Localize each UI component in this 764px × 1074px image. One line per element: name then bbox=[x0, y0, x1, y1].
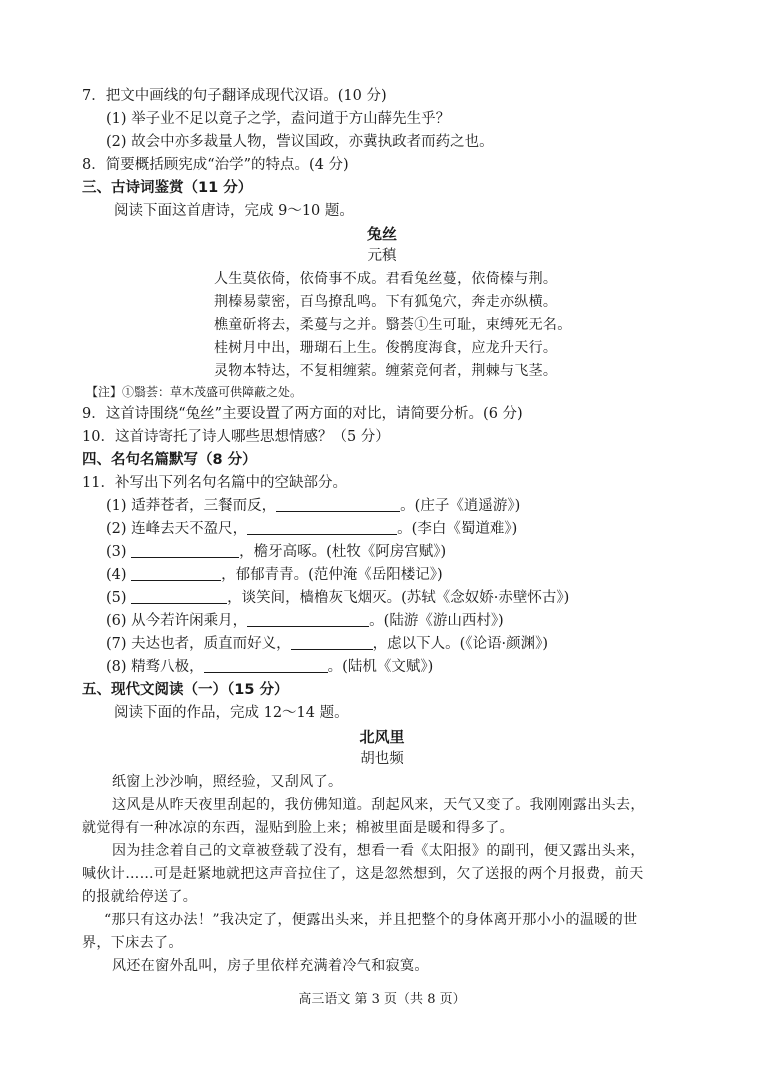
poem-line: 樵童斫将去，柔蔓与之并。翳荟①生可耻，束缚死无名。 bbox=[214, 317, 572, 333]
paragraph: 这风是从昨天夜里刮起的，我仿佛知道。刮起风来，天气又变了。我刚刚露出头去， bbox=[112, 797, 645, 813]
answer-blank[interactable] bbox=[131, 543, 239, 558]
fill-item: (8) 精骛八极， 。(陆机《文赋》) bbox=[106, 659, 434, 675]
fill-item: (2) 连峰去天不盈尺， 。(李白《蜀道难》) bbox=[106, 521, 518, 537]
answer-blank[interactable] bbox=[131, 566, 221, 581]
fill-item: (3) ，檐牙高啄。(杜牧《阿房宫赋》) bbox=[106, 544, 447, 560]
question-9: 9．这首诗围绕“兔丝”主要设置了两方面的对比，请简要分析。(6 分) bbox=[82, 406, 523, 422]
question-8: 8．简要概括顾宪成“治学”的特点。(4 分) bbox=[82, 157, 349, 173]
paragraph: 因为挂念着自己的文章被登载了没有，想看一看《太阳报》的副刊，便又露出头来， bbox=[112, 843, 645, 859]
fill-item: (4) ，郁郁青青。(范仲淹《岳阳楼记》) bbox=[106, 567, 443, 583]
answer-blank[interactable] bbox=[131, 589, 227, 604]
section-4-heading: 四、名句名篇默写（8 分） bbox=[82, 452, 257, 468]
question-7: 7．把文中画线的句子翻译成现代汉语。(10 分) bbox=[82, 88, 387, 104]
question-10: 10．这首诗寄托了诗人哪些思想情感？（5 分） bbox=[82, 429, 390, 445]
story-author: 胡也频 bbox=[360, 751, 404, 767]
section-3-intro: 阅读下面这首唐诗，完成 9～10 题。 bbox=[114, 203, 354, 219]
section-5-heading: 五、现代文阅读（一）（15 分） bbox=[82, 682, 289, 698]
paragraph-continued: 喊伙计……可是赶紧地就把这声音拉住了，这是忽然想到，欠了送报的两个月报费，前天 bbox=[82, 866, 644, 882]
fill-item: (1) 适莽苍者，三餐而反， 。(庄子《逍遥游》) bbox=[106, 498, 521, 514]
section-3-heading: 三、古诗词鉴赏（11 分） bbox=[82, 180, 253, 196]
answer-blank[interactable] bbox=[247, 520, 397, 535]
paragraph: “那只有这办法！”我决定了，便露出头来，并且把整个的身体离开那小小的温暖的世 bbox=[104, 912, 638, 928]
poem-author: 元稹 bbox=[367, 248, 397, 264]
paragraph-continued: 的报就给停送了。 bbox=[82, 889, 198, 905]
poem-line: 桂树月中出，珊瑚石上生。俊鹘度海食，应龙升天行。 bbox=[214, 340, 558, 356]
answer-blank[interactable] bbox=[247, 612, 369, 627]
poem-line: 灵物本特达，不复相缠萦。缠萦竞何者，荆棘与飞茎。 bbox=[214, 363, 558, 379]
poem-note: 【注】①翳荟：草木茂盛可供障蔽之处。 bbox=[86, 385, 303, 399]
paragraph: 纸窗上沙沙响，照经验，又刮风了。 bbox=[112, 774, 343, 790]
paragraph-continued: 就觉得有一种冰凉的东西，湿贴到脸上来；棉被里面是暖和得多了。 bbox=[82, 820, 514, 836]
question-11: 11．补写出下列名句名篇中的空缺部分。 bbox=[82, 475, 347, 491]
paragraph: 风还在窗外乱叫，房子里依样充满着冷气和寂寞。 bbox=[112, 958, 429, 974]
section-5-intro: 阅读下面的作品，完成 12～14 题。 bbox=[114, 705, 349, 721]
question-7-part-1: (1) 举子业不足以竟子之学，盍问道于方山薛先生乎？ bbox=[106, 111, 451, 127]
fill-item: (7) 夫达也者，质直而好义， ，虑以下人。(《论语·颜渊》) bbox=[106, 636, 549, 652]
poem-line: 人生莫依倚，依倚事不成。君看兔丝蔓，依倚榛与荆。 bbox=[214, 271, 558, 287]
story-title: 北风里 bbox=[359, 728, 405, 746]
poem-line: 荆榛易蒙密，百鸟撩乱鸣。下有狐兔穴，奔走亦纵横。 bbox=[214, 294, 558, 310]
fill-item: (6) 从今若许闲乘月， 。(陆游《游山西村》) bbox=[106, 613, 504, 629]
page-footer: 高三语文 第 3 页（共 8 页） bbox=[298, 992, 466, 1007]
poem-title: 兔丝 bbox=[366, 225, 397, 243]
answer-blank[interactable] bbox=[204, 658, 328, 673]
fill-item: (5) ，谈笑间，樯橹灰飞烟灭。(苏轼《念奴娇·赤壁怀古》) bbox=[106, 590, 570, 606]
question-7-part-2: (2) 故会中亦多裁量人物，訾议国政，亦冀执政者而药之也。 bbox=[106, 134, 494, 150]
answer-blank[interactable] bbox=[276, 497, 400, 512]
paragraph-continued: 界，下床去了。 bbox=[82, 935, 183, 951]
answer-blank[interactable] bbox=[291, 635, 373, 650]
